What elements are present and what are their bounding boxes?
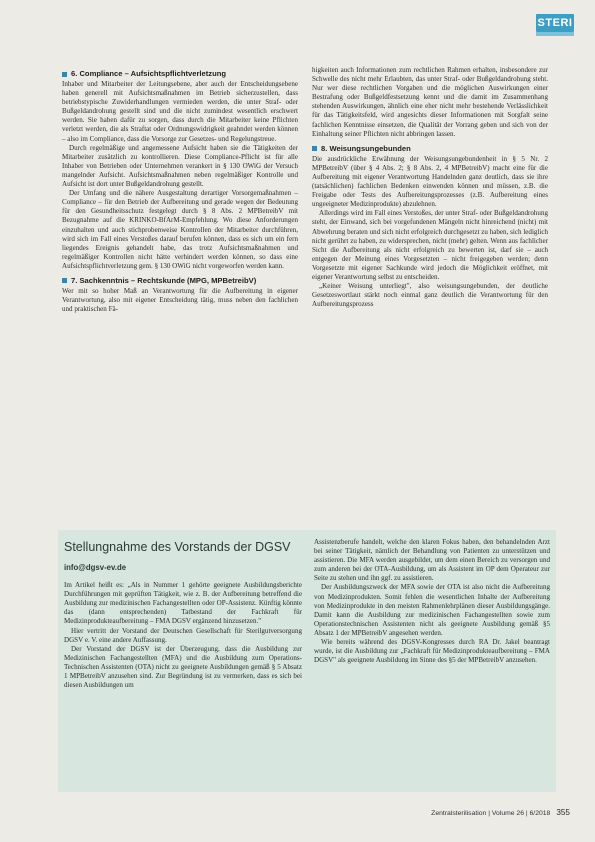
section-heading-8: [312, 144, 548, 154]
heading-text: 6. Compliance – Aufsichtspflichtverletzung: [71, 69, 226, 78]
journal-logo: STERI: [536, 14, 574, 32]
statement-title: Stellungnahme des Vorstands der DGSV: [64, 540, 291, 554]
logo-underline: [536, 32, 574, 36]
paragraph: Die ausdrückliche Erwähnung der Weisungsungebundenheit in § 5 Nr. 2 MPBetreibV (über § 4 Abs. 2; § 8 Abs. 2, 4 MPBetreibV) macht eine für die Aufbereitung mit eigener Verantwortung Handelnden ganz deutlich, dass sie ihre (tatsächlichen) fachlichen Bedenken einwenden können und müssen, z.B. die Freigabe oder Tests des Aufbereitungsprozesses (z.B. Aufbereitung eines ungeeigneter Medizinprodukte) abzulehnen.: [312, 154, 548, 209]
paragraph: Assistenzberufe handelt, welche den klaren Fokus haben, den behandelnden Arzt bei seiner Tätigkeit, nämlich der Behandlung von Patienten zu unterstützen und assistieren. Die MFA werden ausgebildet, um dem einen Bereich zu versorgen und zum anderen bei der OTA-Ausbildung, um als Assistent im OP dem Operateur zur Seite zu stehen und ihn ggf. zu assistieren.: [314, 538, 550, 583]
journal-citation: Zentralsterilisation | Volume 26 | 6/2018: [431, 810, 551, 817]
section-heading-7: [62, 276, 298, 286]
paragraph: Im Artikel heißt es: „Als in Nummer 1 gehörte geeignete Ausbildungsberichte Durchführungen mit geprüften Tätigkeit, wie z. B. der Aufbereitung betreffend die Ausbildung zur medizinischen Fachangestellten oder OP-Assistenz. Künftig könnte das (dann entsprechenden) Tatbestand der Fachkraft für Medizinprodukteaufbereitung – FMA DGSV ergänzend hinzusetzen.": [64, 581, 302, 626]
bullet-square-icon: [62, 72, 67, 77]
heading-text: 7. Sachkenntnis – Rechtskunde (MPG, MPBetreibV): [71, 275, 257, 285]
statement-email-link[interactable]: info@dgsv-ev.de: [64, 563, 127, 572]
page-footer: [380, 808, 570, 817]
paragraph: higkeiten auch Informationen zum rechtlichen Rahmen erhalten, insbesondere zur Schwelle des nicht mehr Erlaubten, das unter Straf- oder Bußgeldandrohung steht. Nur wer diese rechtlichen Vorgaben und die möglichen Auswirkungen einer Bestrafung oder Bußgeldfestsetzung kennt und die damit im Zusammenhang stehenden Auswirkungen, ähnlich eine eher nicht mehr bestehende Verlässlichkeit für das Tätigkeitsfeld, wird angesichts dieser Informationen mit Sorgfalt seine fachlichen Kenntnisse einsetzen, die Qualität der Vorrang geben und sich von der Einhaltung seiner Pflichten nicht abbringen lassen.: [312, 66, 548, 138]
heading-text: 8. Weisungsungebunden: [321, 143, 411, 153]
statement-left-column: [64, 540, 302, 690]
paragraph: Der Vorstand der DGSV ist der Überzeugung, dass die Ausbildung zur Medizinischen Fachangestellten (MFA) und die Ausbildung zum Operations-Technischen Assistenten (OTA) nicht zu geeignete Ausbildungen gemäß § 5 Absatz 1 MPBetreibV anzusehen sind. Zur Begründung ist zu vermerken, dass es sich bei diesen Ausbildungen um: [64, 644, 302, 690]
page-number: 355: [556, 808, 570, 817]
paragraph: Hier vertritt der Vorstand der Deutschen Gesellschaft für Sterilgutversorgung DGSV e. V. eine andere Auffassung.: [64, 626, 302, 644]
left-column: [62, 66, 298, 314]
statement-right-column: [314, 538, 550, 665]
bullet-square-icon: [62, 278, 67, 283]
paragraph: Inhaber und Mitarbeiter der Leitungsebene, aber auch der Entscheidungsebene haben generell mit Aufsichtsmaßnahmen im Betrieb sicherzustellen, dass betriebstypische Zuwiderhandlungen vermieden werden, die unter Straf- oder Bußgeldandrohung gestellt sind und die nicht zumindest wesentlich erschwert werden. Sie haben dafür zu sorgen, dass durch die Mitarbeiter keine Pflichten verletzt werden, die als Straftat oder Ordnungswidrigkeit geahndet werden können – also im Compliance, dass die Vorsorge zur Gesetzes- und Regelungstreue.: [62, 80, 298, 143]
paragraph: Wer mit so hoher Maß an Verantwortung für die Aufbereitung in eigener Verantwortung, also mit eigener Entscheidung tätig, muss neben den fachlichen und praktischen Fä-: [62, 286, 298, 314]
bullet-square-icon: [312, 146, 317, 151]
paragraph: „Keiner Weisung unterliegt", also weisungsungebunden, der deutliche Gesetzeswortlaut stärkt noch einmal ganz deutlich die Verantwortung für den Aufbereitungsprozess: [312, 282, 548, 309]
paragraph: Wie bereits während des DGSV-Kongresses durch RA Dr. Jakel beantragt wurde, ist die Ausbildung zur „Fachkraft für Medizinprodukteaufbereitung – FMA DGSV" als geeignete Ausbildung im Sinne des §5 der MPBetreibV anzusehen.: [314, 638, 550, 665]
right-column: [312, 66, 548, 309]
section-heading-6: [62, 69, 298, 79]
paragraph: Durch regelmäßige und angemessene Aufsicht haben sie die Tätigkeiten der Mitarbeiter zusätzlich zu kontrollieren. Diese Compliance-Pflicht ist für alle Inhaber von Betrieben oder Unternehmen verankert in § 130 OWiG der Versuch mangelnder Aufsicht. Aufsichtsmaßnahmen neben regelmäßiger Kontrolle und Aufsicht ist dort unter Bußgeldandrohung gestellt.: [62, 143, 298, 189]
paragraph: Der Ausbildungszweck der MFA sowie der OTA ist also nicht die Aufbereitung von Medizinprodukten. Somit fehlen die wesentlichen Inhalte der Aufbereitung von Medizinprodukte in den meisten Rahmenlehrplänen dieser Ausbildungsgänge. Damit kann die Ausbildung zur medizinischen Fachangestellten sowie zum Operationstechnischen Assistenten nicht als geeignete Ausbildung gemäß §5 Absatz 1 der MPBetreibV angesehen werden.: [314, 583, 550, 637]
paragraph: Allerdings wird im Fall eines Verstoßes, der unter Straf- oder Bußgeldandrohung steht, der Einwand, sich bei vorgefundenen Mängeln nicht hinreichend (nicht) mit Abwehrung beraten und sich nicht erfolgreich durchgesetzt zu haben, sich lediglich nicht gerührt zu haben, zu widersprechen, nicht (mehr) gelten. Wenn aus fachlicher Sicht die Aufbereitung als nicht erfolgreich zu bewerten ist, darf sie – auch entgegen der Meinung eines Vorgesetzten – nicht freigegeben werden; denn Vorgesetzte mit eigener Sachkunde wird jedoch die Möglichkeit eröffnet, mit eigener Verantwortung selbst zu entscheiden.: [312, 209, 548, 281]
paragraph: Der Umfang und die nähere Ausgestaltung derartiger Vorsorgemaßnahmen – Compliance – für den Betrieb der Aufbereitung und gerade wegen der Bedeutung für den Gesundheitsschutz festgelegt durch § 8 Abs. 2 MPBetreibV mit Bezugnahme auf die KRINKO-BfArM-Empfehlung. Wo diese Anforderungen einzuhalten und auch stichprobenweise Kontrollen der Mitarbeiter durchführen, wird sich im Fall eines Verstoßes darauf berufen können, dass es sich um ein fern liegendes Ereignis gehandelt habe, das trotz Aufsichtsmaßnahmen und regelmäßiger Kontrollen nicht hätte verhindert werden können, so dass eine Aufsichtspflichtverletzung gem. § 130 OWiG nicht vorgeworfen werden kann.: [62, 189, 298, 270]
